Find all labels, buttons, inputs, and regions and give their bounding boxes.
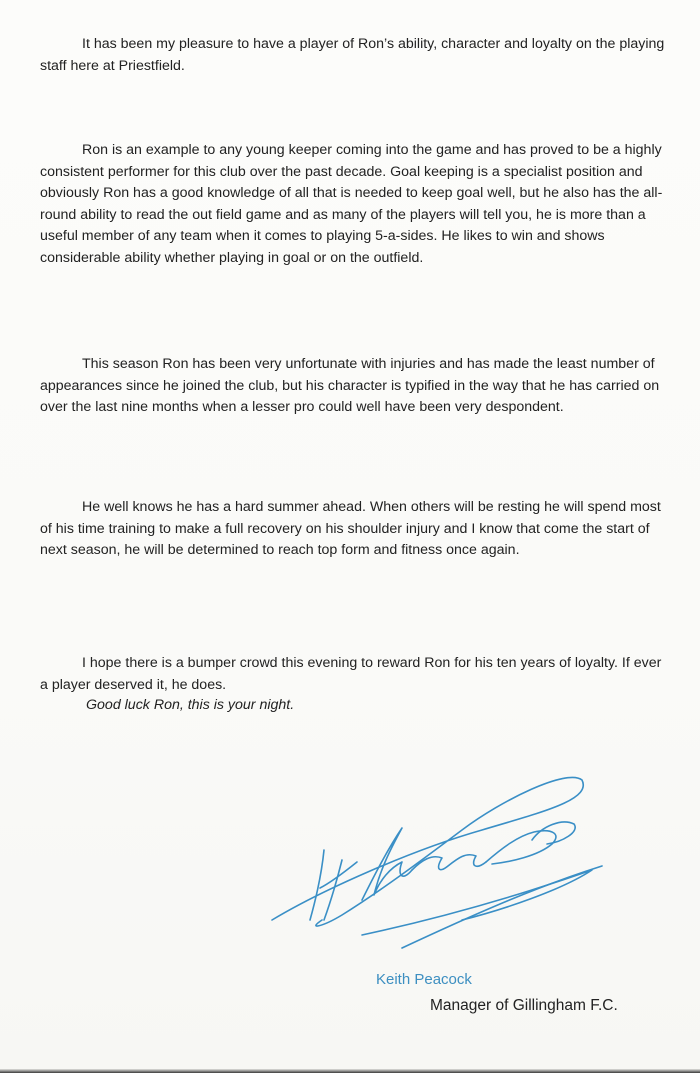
paragraph-5: I hope there is a bumper crowd this evening to reward Ron for his ten years of loyalty. If ever a player deserved it, he does. xyxy=(40,655,662,693)
page-bottom-edge xyxy=(0,1069,700,1073)
paragraph-4: He well knows he has a hard summer ahead. When others will be resting he will spend most of his time training to make a full recovery on his shoulder injury and I know that come the start of next season, he will be determined to reach top form and fitness once again. xyxy=(40,499,661,559)
closing-line: Good luck Ron, this is your night. xyxy=(86,697,295,713)
signatory-title: Manager of Gillingham F.C. xyxy=(430,997,618,1014)
paragraph-3: This season Ron has been very unfortunate with injuries and has made the least number of appearances since he joined the club, but his character is typified in the way that he has carried on over the last nine months when a lesser pro could well have been very despondent. xyxy=(40,356,660,416)
paragraph-1: It has been my pleasure to have a player of Ron’s ability, character and loyalty on the playing staff here at Priestfield. xyxy=(40,36,665,74)
signatory-name: Keith Peacock xyxy=(376,971,472,988)
handwritten-signature xyxy=(262,770,612,960)
paragraph-2: Ron is an example to any young keeper coming into the game and has proved to be a highly consistent performer for this club over the past decade. Goal keeping is a specialist position and obviously Ron has a good knowledge of all that is needed to keep goal well, but he also has the all-round ability to read the out field game and as many of the players will tell you, he is more than a useful member of any team when it comes to playing 5-a-sides. He likes to win and shows considerable ability whether playing in goal or on the outfield. xyxy=(40,142,663,266)
